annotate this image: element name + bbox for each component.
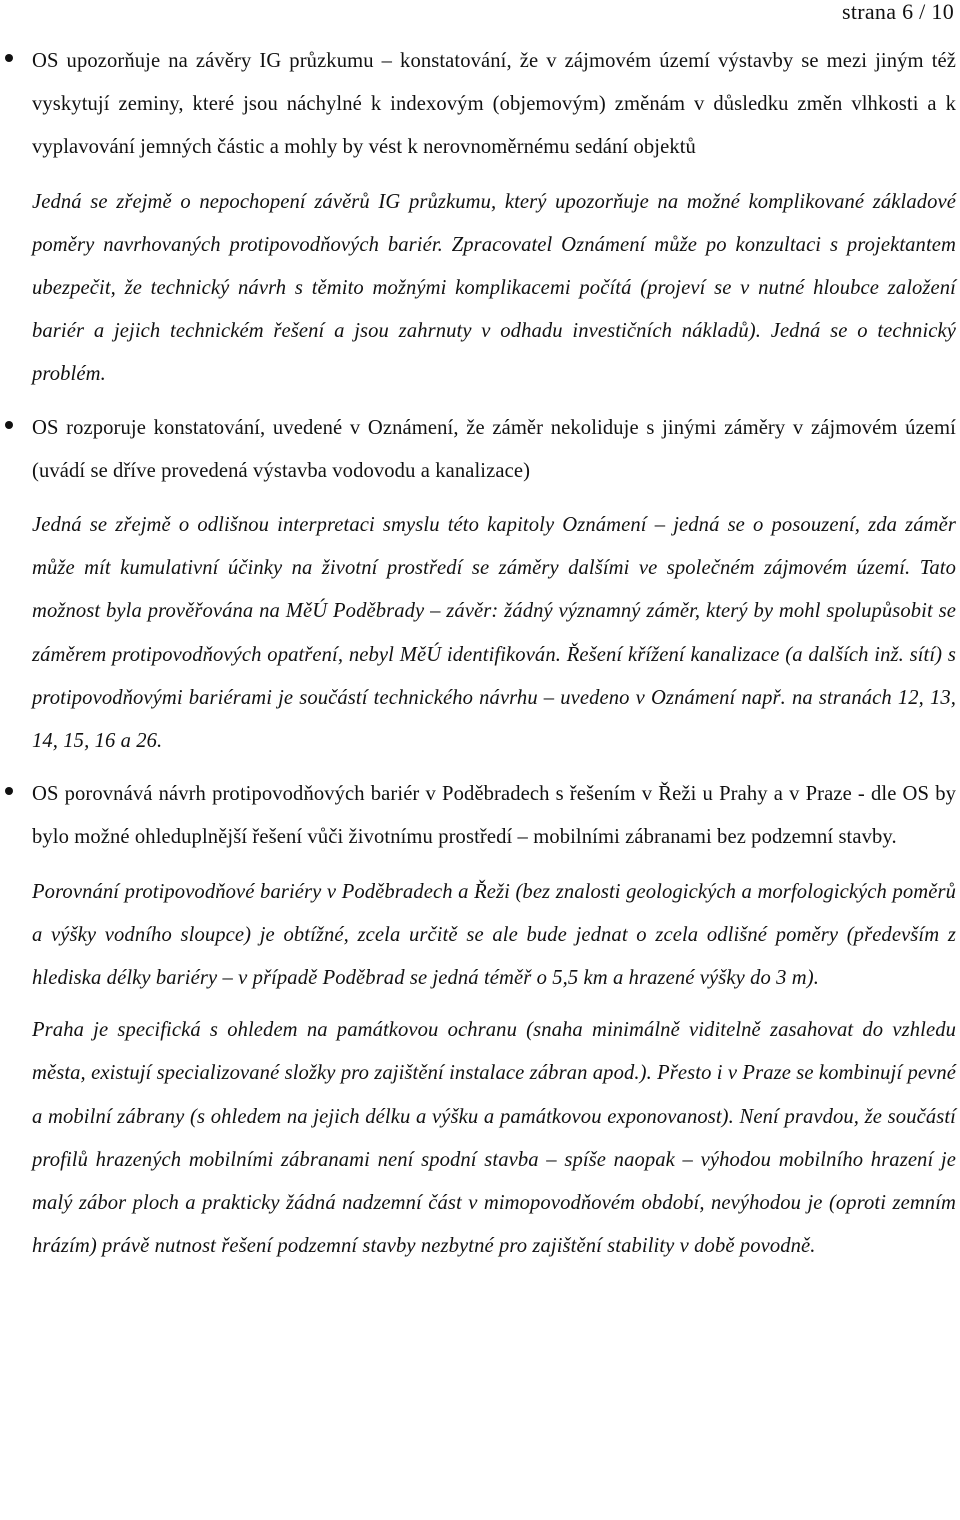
bullet-icon	[5, 421, 13, 429]
response-text: Jedná se zřejmě o nepochopení závěrů IG průzkumu, který upozorňuje na možné komplikované základové poměry navrhovaných protipovodňových bariér. Zpracovatel Oznámení může po konzultaci s projektantem ubezpečit, že technický návrh s těmito možnými komplikacemi počítá (projeví se v nutné hloubce založení bariér a jejich technickém řešení a jsou zahrnuty v odhadu investičních nákladů). Jedná se o technický problém.	[32, 190, 956, 386]
page-number: strana 6 / 10	[841, 0, 954, 24]
comment-point	[32, 407, 956, 493]
response-text: Praha je specifická s ohledem na památkovou ochranu (snaha minimálně viditelně zasahovat do vzhledu města, existují specializované složky pro zajištění instalace zábran apod.). Přesto i v Praze se kombinují pevné a mobilní zábrany (s ohledem na jejich délku a výšku a památkovou exponovanost). Není pravdou, že součástí profilů hrazených mobilními zábranami není spodní stavba – spíše naopak – výhodou mobilního hrazení je malý zábor ploch a prakticky žádná nadzemní část v mimopovodňovém období, nevýhodou je (oproti zemním hrázím) právě nutnost řešení podzemní stavby nezbytné pro zajištění stability v době povodně.	[32, 1019, 956, 1258]
bullet-icon	[5, 54, 13, 62]
bullet-icon	[5, 787, 13, 795]
response-text: Jedná se zřejmě o odlišnou interpretaci smyslu této kapitoly Oznámení – jedná se o posouzení, zda záměr může mít kumulativní účinky na životní prostředí se záměry dalšími ve společném zájmovém území. Tato možnost byla prověřována na MěÚ Poděbrady – závěr: žádný významný záměr, který by mohl spolupůsobit se záměrem protipovodňových opatření, nebyl MěÚ identifikován. Řešení křížení kanalizace (a dalších inž. sítí) s protipovodňovými bariérami je součástí technického návrhu – uvedeno v Oznámení např. na stranách 12, 13, 14, 15, 16 a 26.	[32, 514, 956, 753]
comment-text: OS upozorňuje na závěry IG průzkumu – konstatování, že v zájmovém území výstavby se mezi jiným též vyskytují zeminy, které jsou náchylné k indexovým (objemovým) změnám v důsledku změn vlhkosti a k vyplavování jemných částic a mohly by vést k nerovnoměrnému sedání objektů	[32, 50, 956, 159]
comment-point	[32, 40, 956, 170]
comment-text: OS porovnává návrh protipovodňových bariér v Poděbradech s řešením v Řeži u Prahy a v Praze - dle OS by bylo možné ohleduplnější řešení vůči životnímu prostředí – mobilními zábranami bez podzemní stavby.	[32, 783, 956, 849]
response-text: Porovnání protipovodňové bariéry v Poděbradech a Řeži (bez znalosti geologických a morfologických poměrů a výšky vodního sloupce) je obtížné, zcela určitě se ale bude jednat o zcela odlišné poměry (především z hlediska délky bariéry – v případě Poděbrad se jedná téměř o 5,5 km a hrazené výšky do 3 m).	[32, 880, 956, 990]
document-body	[32, 40, 956, 1268]
comment-point	[32, 773, 956, 859]
comment-text: OS rozporuje konstatování, uvedené v Oznámení, že záměr nekoliduje s jinými záměry v zájmovém území (uvádí se dříve provedená výstavba vodovodu a kanalizace)	[32, 416, 956, 482]
